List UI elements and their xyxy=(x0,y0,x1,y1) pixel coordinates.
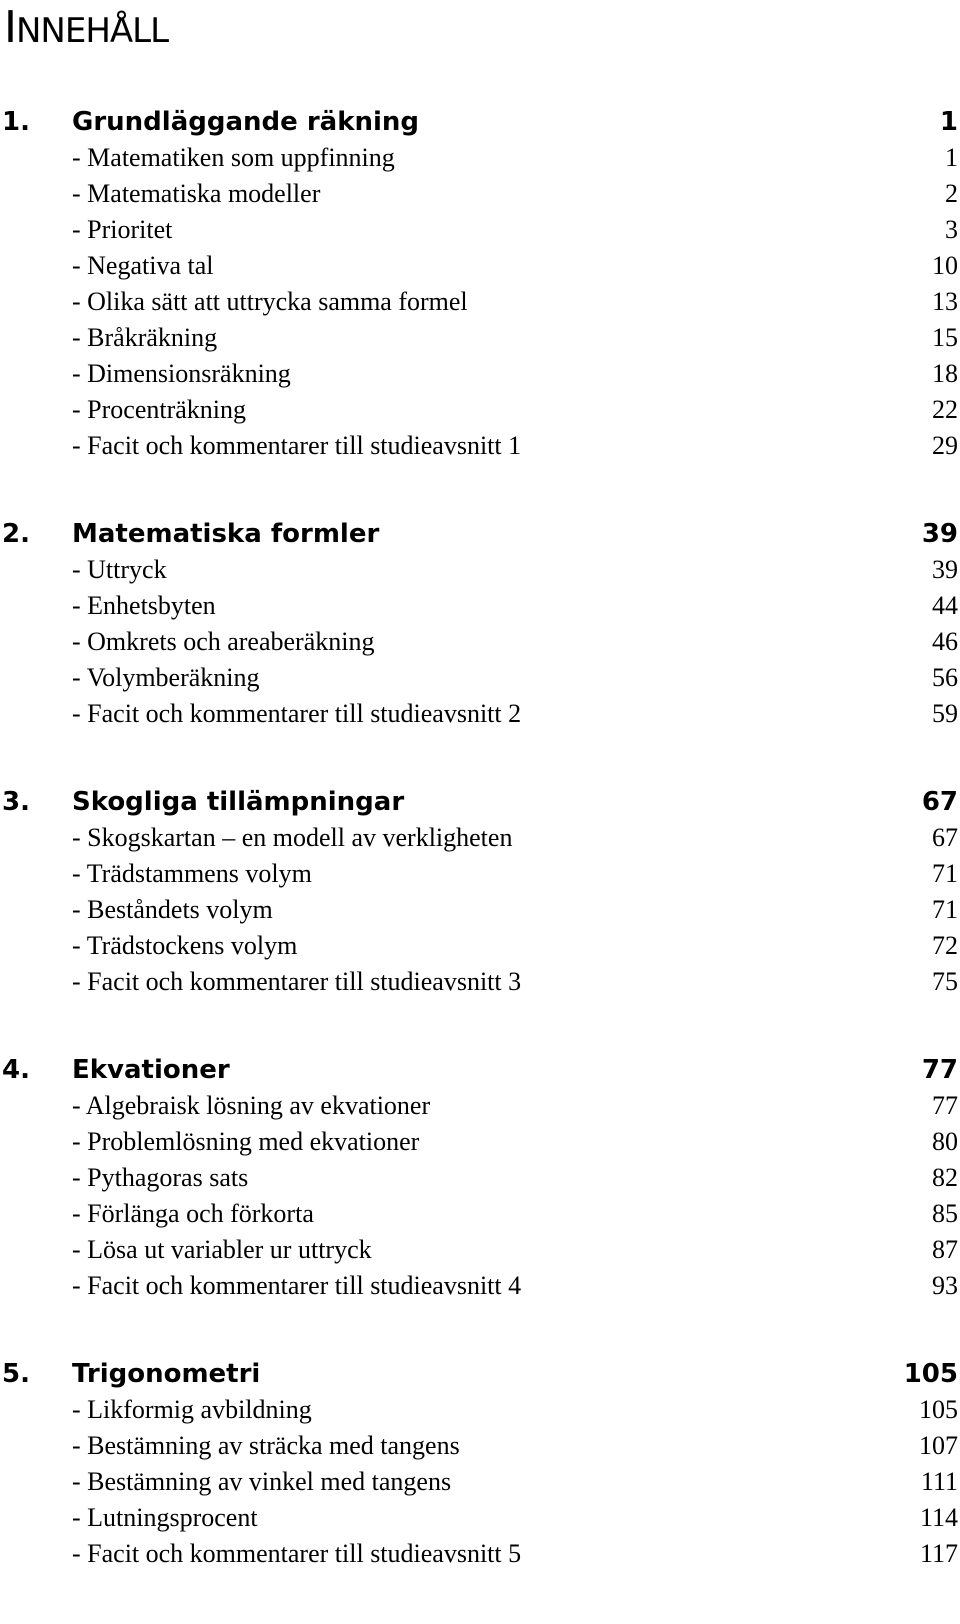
toc-item[interactable] xyxy=(0,1160,960,1196)
toc-item-page: 59 xyxy=(932,699,958,728)
section-page: 105 xyxy=(903,1359,958,1389)
toc-item[interactable] xyxy=(0,1536,960,1572)
toc-item[interactable] xyxy=(0,1124,960,1160)
toc-section-heading[interactable] xyxy=(0,516,960,552)
toc-item[interactable] xyxy=(0,696,960,732)
toc-item[interactable] xyxy=(0,176,960,212)
toc-item[interactable] xyxy=(0,356,960,392)
toc-item-title: - Lösa ut variabler ur uttryck xyxy=(72,1235,372,1264)
toc-section-heading[interactable] xyxy=(0,784,960,820)
toc-item[interactable] xyxy=(0,428,960,464)
toc-item[interactable] xyxy=(0,212,960,248)
toc-item-title: - Omkrets och areaberäkning xyxy=(72,627,375,656)
section-title: Matematiska formler xyxy=(72,519,380,549)
toc-item-title: - Matematiken som uppfinning xyxy=(72,143,395,172)
toc-item-page: 67 xyxy=(932,823,958,852)
page-title xyxy=(4,0,168,59)
section-title: Grundläggande räkning xyxy=(72,107,420,137)
toc-item-title: - Beståndets volym xyxy=(72,895,273,924)
table-of-contents xyxy=(0,104,960,1624)
toc-item[interactable] xyxy=(0,1464,960,1500)
section-number: 2. xyxy=(2,519,30,549)
section-page: 1 xyxy=(939,107,958,137)
section-page: 77 xyxy=(921,1055,958,1085)
toc-item-page: 72 xyxy=(932,931,958,960)
toc-item-page: 105 xyxy=(919,1395,958,1424)
toc-item[interactable] xyxy=(0,660,960,696)
toc-item-title: - Prioritet xyxy=(72,215,173,244)
toc-item-title: - Lutningsprocent xyxy=(72,1503,258,1532)
toc-item-page: 22 xyxy=(932,395,958,424)
toc-item-page: 87 xyxy=(932,1235,958,1264)
toc-item[interactable] xyxy=(0,1196,960,1232)
section-title: Skogliga tillämpningar xyxy=(72,787,405,817)
toc-item[interactable] xyxy=(0,892,960,928)
toc-section-heading[interactable] xyxy=(0,1356,960,1392)
page-title-initial: I xyxy=(4,2,16,53)
toc-item[interactable] xyxy=(0,1500,960,1536)
toc-item-title: - Bestämning av vinkel med tangens xyxy=(72,1467,452,1496)
toc-item[interactable] xyxy=(0,1268,960,1304)
toc-item[interactable] xyxy=(0,392,960,428)
toc-item-page: 85 xyxy=(932,1199,958,1228)
toc-item-page: 3 xyxy=(945,215,958,244)
toc-item-title: - Olika sätt att uttrycka samma formel xyxy=(72,287,468,316)
toc-item[interactable] xyxy=(0,1392,960,1428)
toc-item-title: - Skogskartan – en modell av verkligheten xyxy=(72,823,513,852)
section-page: 67 xyxy=(921,787,958,817)
toc-item-page: 39 xyxy=(932,555,958,584)
toc-item-page: 107 xyxy=(919,1431,958,1460)
section-number: 1. xyxy=(2,107,30,137)
toc-item[interactable] xyxy=(0,624,960,660)
toc-item-title: - Dimensionsräkning xyxy=(72,359,291,388)
toc-item-page: 56 xyxy=(932,663,958,692)
toc-item-title: - Problemlösning med ekvationer xyxy=(72,1127,420,1156)
toc-item-page: 15 xyxy=(932,323,958,352)
toc-item-title: - Facit och kommentarer till studieavsnitt 1 xyxy=(72,431,522,460)
toc-item-page: 75 xyxy=(932,967,958,996)
toc-item[interactable] xyxy=(0,588,960,624)
toc-item[interactable] xyxy=(0,320,960,356)
toc-section-5 xyxy=(0,1356,960,1572)
toc-item-title: - Facit och kommentarer till studieavsnitt 2 xyxy=(72,699,522,728)
toc-section-2 xyxy=(0,516,960,732)
toc-item-title: - Procenträkning xyxy=(72,395,247,424)
toc-item[interactable] xyxy=(0,1428,960,1464)
toc-item[interactable] xyxy=(0,284,960,320)
toc-item-page: 18 xyxy=(932,359,958,388)
toc-item-title: - Negativa tal xyxy=(72,251,214,280)
toc-item[interactable] xyxy=(0,140,960,176)
toc-section-heading[interactable] xyxy=(0,1052,960,1088)
toc-item-page: 117 xyxy=(919,1539,958,1568)
toc-section-3 xyxy=(0,784,960,1000)
toc-item-title: - Facit och kommentarer till studieavsnitt 5 xyxy=(72,1539,522,1568)
toc-item-page: 77 xyxy=(932,1091,958,1120)
toc-item-page: 80 xyxy=(932,1127,958,1156)
toc-item-page: 114 xyxy=(919,1503,958,1532)
toc-item[interactable] xyxy=(0,856,960,892)
toc-item-page: 71 xyxy=(932,895,958,924)
toc-item[interactable] xyxy=(0,552,960,588)
toc-item-page: 13 xyxy=(932,287,958,316)
section-number: 3. xyxy=(2,787,30,817)
toc-item-page: 2 xyxy=(945,179,958,208)
toc-item-page: 111 xyxy=(920,1467,958,1496)
toc-item-title: - Algebraisk lösning av ekvationer xyxy=(72,1091,431,1120)
section-title: Trigonometri xyxy=(72,1359,261,1389)
toc-item-title: - Matematiska modeller xyxy=(72,179,321,208)
toc-item-page: 93 xyxy=(932,1271,958,1300)
toc-item[interactable] xyxy=(0,928,960,964)
section-title: Ekvationer xyxy=(72,1055,230,1085)
toc-item-page: 71 xyxy=(932,859,958,888)
toc-item-page: 82 xyxy=(932,1163,958,1192)
toc-item-title: - Bestämning av sträcka med tangens xyxy=(72,1431,460,1460)
toc-item-title: - Enhetsbyten xyxy=(72,591,216,620)
toc-item[interactable] xyxy=(0,964,960,1000)
toc-section-4 xyxy=(0,1052,960,1304)
toc-item[interactable] xyxy=(0,820,960,856)
toc-item-title: - Uttryck xyxy=(72,555,167,584)
toc-item-title: - Facit och kommentarer till studieavsnitt 4 xyxy=(72,1271,522,1300)
toc-item-page: 29 xyxy=(932,431,958,460)
toc-section-1 xyxy=(0,104,960,464)
toc-item-page: 10 xyxy=(932,251,958,280)
toc-item[interactable] xyxy=(0,248,960,284)
toc-section-heading[interactable] xyxy=(0,104,960,140)
toc-item[interactable] xyxy=(0,1232,960,1268)
toc-item-title: - Pythagoras sats xyxy=(72,1163,249,1192)
section-page: 39 xyxy=(921,519,958,549)
section-number: 4. xyxy=(2,1055,30,1085)
page-title-rest: NNEHÅLL xyxy=(15,11,169,51)
toc-item-title: - Likformig avbildning xyxy=(72,1395,312,1424)
section-number: 5. xyxy=(2,1359,30,1389)
toc-item[interactable] xyxy=(0,1088,960,1124)
toc-item-title: - Trädstockens volym xyxy=(72,931,298,960)
toc-item-page: 44 xyxy=(932,591,958,620)
toc-item-title: - Trädstammens volym xyxy=(72,859,312,888)
toc-item-page: 46 xyxy=(932,627,958,656)
toc-item-title: - Volymberäkning xyxy=(72,663,260,692)
toc-item-title: - Förlänga och förkorta xyxy=(72,1199,314,1228)
toc-item-title: - Bråkräkning xyxy=(72,323,218,352)
toc-item-title: - Facit och kommentarer till studieavsnitt 3 xyxy=(72,967,522,996)
toc-item-page: 1 xyxy=(945,143,958,172)
